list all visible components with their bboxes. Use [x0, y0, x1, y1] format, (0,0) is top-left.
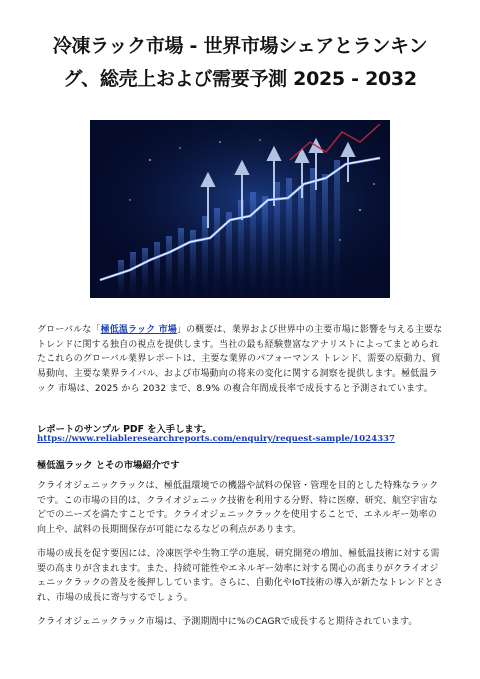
section-heading: 極低温ラック とその市場紹介です	[37, 460, 180, 471]
section-paragraph-3: クライオジェニックラック市場は、予測期間中に%のCAGRで成長すると期待されています。	[37, 617, 418, 627]
market-link[interactable]: 極低温ラック 市場	[100, 325, 177, 335]
intro-text-before: グローバルな「	[37, 325, 101, 335]
hero-image	[90, 120, 390, 298]
page-title	[30, 30, 450, 96]
sample-request-link[interactable]: https://www.reliableresearchreports.com/enquiry/request-sample/1024337	[37, 434, 396, 444]
title-line-2: グ、総売上および需要予測 2025 - 2032	[63, 68, 417, 90]
title-line-1: 冷凍ラック市場 - 世界市場シェアとランキン	[52, 35, 428, 57]
intro-text-after: 」の概要は、業界および世界中の主要市場に影響を与える主要なトレンドに関する独自の視点を提供します。当社の最も経験豊富なアナリストによってまとめられたこれらのグローバル業界レポートは、主要な業界のパフォーマンス トレンド、需要の原動力、貿易動向、主要な業界ライバル、および市場動向の将来の変化に関する洞察を提供します。極低温ラック 市場は、2025 から 2032 まで、8.9% の複合年間成長率で成長すると予測されています。	[37, 325, 443, 394]
sample-heading: レポートのサンプル PDF を入手します。	[37, 424, 212, 435]
section-paragraph-2: 市場の成長を促す要因には、冷凍医学や生物工学の進展、研究開発の増加、極低温技術に対する需要の高まりが含まれます。また、持続可能性やエネルギー効率に対する関心の高まりがクライオジェニックラックの普及を後押ししています。さらに、自動化やIoT技術の導入が新たなトレンドとされ、市場の成長に寄与するでしょう。	[37, 549, 444, 604]
section-paragraph-1: クライオジェニックラックは、極低温環境での機器や試料の保管・管理を目的とした特殊なラックです。この市場の目的は、クライオジェニック技術を利用する分野、特に医療、研究、航空宇宙などでのニーズを満たすことです。クライオジェニックラックを使用することで、エネルギー効率の向上や、試料の長期間保存が可能になるなどの利点があります。	[37, 481, 439, 536]
intro-paragraph	[37, 323, 445, 397]
growth-arrows-illustration	[90, 120, 390, 298]
